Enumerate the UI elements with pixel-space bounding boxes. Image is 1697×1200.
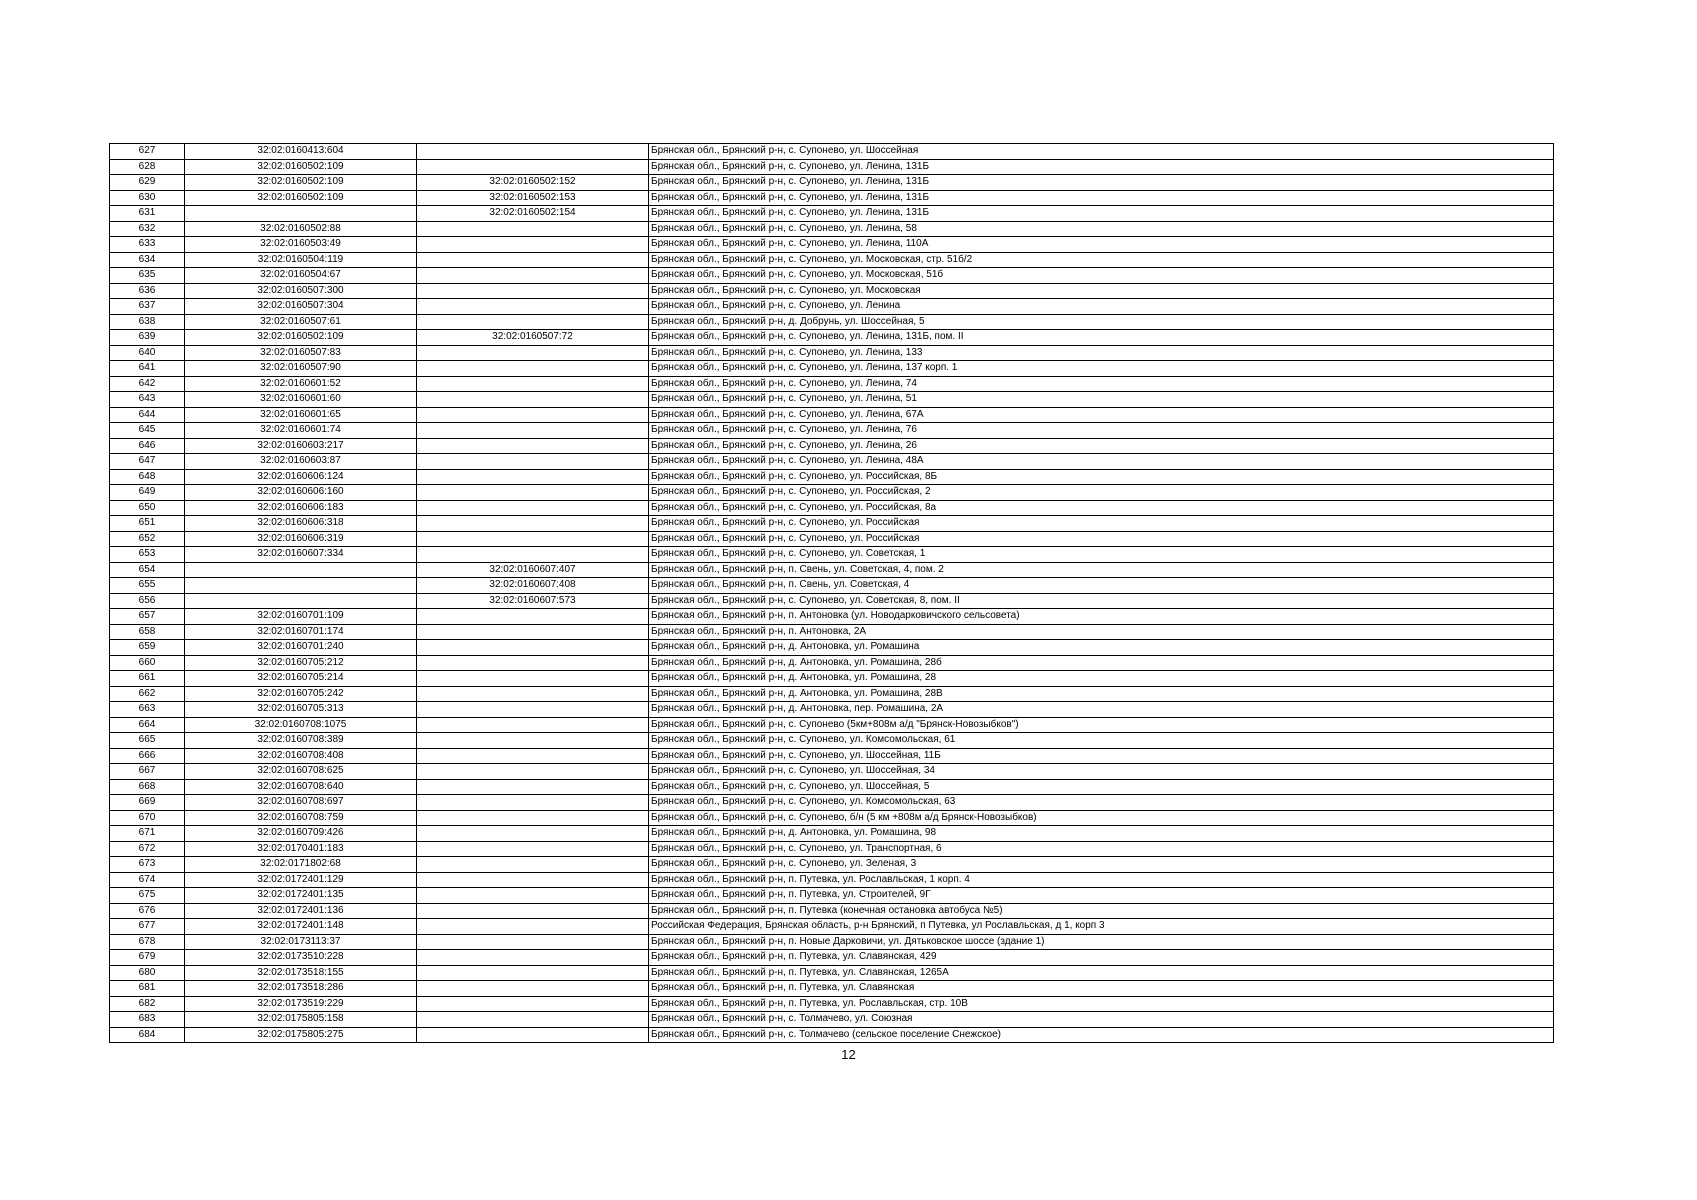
address-cell: Брянская обл., Брянский р-н, с. Супонево, ул. Ленина, 58 (649, 221, 1554, 237)
cadastral-number-cell: 32:02:0172401:135 (185, 888, 417, 904)
row-number-cell: 655 (110, 578, 185, 594)
address-cell: Брянская обл., Брянский р-н, с. Супонево, ул. Ленина, 51 (649, 392, 1554, 408)
cadastral-number-secondary-cell (417, 516, 649, 532)
cadastral-number-cell (185, 206, 417, 222)
address-cell: Брянская обл., Брянский р-н, с. Супонево, ул. Российская (649, 516, 1554, 532)
row-number-cell: 676 (110, 903, 185, 919)
row-number-cell: 646 (110, 438, 185, 454)
address-cell: Брянская обл., Брянский р-н, д. Добрунь, ул. Шоссейная, 5 (649, 314, 1554, 330)
row-number-cell: 660 (110, 655, 185, 671)
table-row (110, 810, 1554, 826)
cadastral-number-cell: 32:02:0175805:275 (185, 1027, 417, 1043)
address-cell: Брянская обл., Брянский р-н, п. Антоновка (ул. Новодарковичского сельсовета) (649, 609, 1554, 625)
address-cell: Брянская обл., Брянский р-н, с. Супонево, ул. Комсомольская, 61 (649, 733, 1554, 749)
cadastral-number-cell: 32:02:0160504:67 (185, 268, 417, 284)
table-row (110, 175, 1554, 191)
table-row (110, 702, 1554, 718)
row-number-cell: 652 (110, 531, 185, 547)
address-cell: Брянская обл., Брянский р-н, д. Антоновка, ул. Ромашина, 28б (649, 655, 1554, 671)
address-cell: Брянская обл., Брянский р-н, с. Супонево, ул. Ленина, 76 (649, 423, 1554, 439)
cadastral-number-secondary-cell (417, 1027, 649, 1043)
cadastral-number-secondary-cell (417, 671, 649, 687)
cadastral-number-secondary-cell (417, 454, 649, 470)
address-cell: Брянская обл., Брянский р-н, с. Толмачево (сельское поселение Снежское) (649, 1027, 1554, 1043)
cadastral-number-secondary-cell (417, 299, 649, 315)
cadastral-number-secondary-cell (417, 919, 649, 935)
table-row (110, 268, 1554, 284)
table-row (110, 609, 1554, 625)
address-cell: Брянская обл., Брянский р-н, п. Антоновка, 2А (649, 624, 1554, 640)
table-row (110, 237, 1554, 253)
cadastral-number-secondary-cell (417, 640, 649, 656)
table-row (110, 919, 1554, 935)
address-cell: Брянская обл., Брянский р-н, п. Свень, ул. Советская, 4 (649, 578, 1554, 594)
cadastral-number-cell: 32:02:0160502:109 (185, 175, 417, 191)
cadastral-number-secondary-cell (417, 1012, 649, 1028)
address-cell: Брянская обл., Брянский р-н, с. Супонево, ул. Ленина, 131Б (649, 190, 1554, 206)
table-row (110, 903, 1554, 919)
row-number-cell: 683 (110, 1012, 185, 1028)
address-cell: Брянская обл., Брянский р-н, с. Супонево, ул. Ленина, 110А (649, 237, 1554, 253)
cadastral-number-cell: 32:02:0160502:88 (185, 221, 417, 237)
cadastral-number-secondary-cell (417, 702, 649, 718)
address-cell: Брянская обл., Брянский р-н, п. Путевка, ул. Славянская, 429 (649, 950, 1554, 966)
row-number-cell: 636 (110, 283, 185, 299)
cadastral-number-secondary-cell (417, 609, 649, 625)
cadastral-number-secondary-cell (417, 500, 649, 516)
row-number-cell: 657 (110, 609, 185, 625)
cadastral-number-secondary-cell (417, 748, 649, 764)
table-row (110, 345, 1554, 361)
table-row (110, 454, 1554, 470)
cadastral-number-cell: 32:02:0160601:60 (185, 392, 417, 408)
address-cell: Брянская обл., Брянский р-н, с. Супонево, ул. Комсомольская, 63 (649, 795, 1554, 811)
cadastral-number-cell: 32:02:0160502:109 (185, 159, 417, 175)
address-cell: Брянская обл., Брянский р-н, с. Супонево, ул. Шоссейная (649, 144, 1554, 160)
cadastral-number-cell: 32:02:0160507:61 (185, 314, 417, 330)
table-row (110, 283, 1554, 299)
cadastral-number-secondary-cell (417, 795, 649, 811)
row-number-cell: 663 (110, 702, 185, 718)
table-row (110, 888, 1554, 904)
table-row (110, 407, 1554, 423)
row-number-cell: 640 (110, 345, 185, 361)
cadastral-number-cell: 32:02:0160507:83 (185, 345, 417, 361)
table-row (110, 562, 1554, 578)
cadastral-number-cell: 32:02:0160705:313 (185, 702, 417, 718)
cadastral-number-secondary-cell: 32:02:0160607:407 (417, 562, 649, 578)
cadastral-number-secondary-cell (417, 252, 649, 268)
table-row (110, 795, 1554, 811)
table-row (110, 361, 1554, 377)
address-cell: Брянская обл., Брянский р-н, с. Супонево, ул. Транспортная, 6 (649, 841, 1554, 857)
row-number-cell: 633 (110, 237, 185, 253)
row-number-cell: 681 (110, 981, 185, 997)
row-number-cell: 641 (110, 361, 185, 377)
row-number-cell: 644 (110, 407, 185, 423)
row-number-cell: 648 (110, 469, 185, 485)
row-number-cell: 684 (110, 1027, 185, 1043)
row-number-cell: 632 (110, 221, 185, 237)
cadastral-number-cell: 32:02:0172401:136 (185, 903, 417, 919)
cadastral-number-cell: 32:02:0160708:408 (185, 748, 417, 764)
registry-table (109, 143, 1554, 1043)
cadastral-number-cell: 32:02:0175805:158 (185, 1012, 417, 1028)
cadastral-number-cell: 32:02:0160606:318 (185, 516, 417, 532)
registry-table-body (110, 144, 1554, 1043)
row-number-cell: 675 (110, 888, 185, 904)
cadastral-number-secondary-cell (417, 810, 649, 826)
address-cell: Брянская обл., Брянский р-н, с. Супонево, ул. Московская (649, 283, 1554, 299)
cadastral-number-secondary-cell (417, 779, 649, 795)
cadastral-number-cell: 32:02:0160606:124 (185, 469, 417, 485)
table-row (110, 965, 1554, 981)
cadastral-number-cell: 32:02:0160502:109 (185, 330, 417, 346)
row-number-cell: 670 (110, 810, 185, 826)
table-row (110, 733, 1554, 749)
table-row (110, 314, 1554, 330)
address-cell: Брянская обл., Брянский р-н, с. Супонево, ул. Шоссейная, 34 (649, 764, 1554, 780)
cadastral-number-cell: 32:02:0160413:604 (185, 144, 417, 160)
row-number-cell: 654 (110, 562, 185, 578)
table-row (110, 872, 1554, 888)
row-number-cell: 672 (110, 841, 185, 857)
address-cell: Брянская обл., Брянский р-н, п. Путевка, ул. Рославльская, стр. 10В (649, 996, 1554, 1012)
table-row (110, 779, 1554, 795)
address-cell: Брянская обл., Брянский р-н, п. Путевка, ул. Рославльская, 1 корп. 4 (649, 872, 1554, 888)
cadastral-number-secondary-cell (417, 283, 649, 299)
address-cell: Брянская обл., Брянский р-н, п. Путевка, ул. Строителей, 9Г (649, 888, 1554, 904)
row-number-cell: 630 (110, 190, 185, 206)
address-cell: Брянская обл., Брянский р-н, с. Супонево, ул. Ленина (649, 299, 1554, 315)
cadastral-number-secondary-cell: 32:02:0160507:72 (417, 330, 649, 346)
address-cell: Брянская обл., Брянский р-н, с. Супонево, ул. Российская, 2 (649, 485, 1554, 501)
row-number-cell: 643 (110, 392, 185, 408)
address-cell: Брянская обл., Брянский р-н, с. Супонево, ул. Ленина, 48А (649, 454, 1554, 470)
address-cell: Брянская обл., Брянский р-н, д. Антоновка, пер. Ромашина, 2А (649, 702, 1554, 718)
address-cell: Брянская обл., Брянский р-н, с. Супонево, ул. Зеленая, 3 (649, 857, 1554, 873)
table-row (110, 996, 1554, 1012)
row-number-cell: 629 (110, 175, 185, 191)
table-row (110, 423, 1554, 439)
table-row (110, 206, 1554, 222)
cadastral-number-cell: 32:02:0160507:90 (185, 361, 417, 377)
table-row (110, 578, 1554, 594)
address-cell: Брянская обл., Брянский р-н, с. Супонево, ул. Ленина, 26 (649, 438, 1554, 454)
cadastral-number-secondary-cell (417, 717, 649, 733)
cadastral-number-secondary-cell: 32:02:0160607:408 (417, 578, 649, 594)
row-number-cell: 673 (110, 857, 185, 873)
row-number-cell: 661 (110, 671, 185, 687)
row-number-cell: 627 (110, 144, 185, 160)
table-row (110, 717, 1554, 733)
cadastral-number-cell: 32:02:0160709:426 (185, 826, 417, 842)
row-number-cell: 658 (110, 624, 185, 640)
row-number-cell: 650 (110, 500, 185, 516)
row-number-cell: 666 (110, 748, 185, 764)
cadastral-number-cell (185, 593, 417, 609)
cadastral-number-secondary-cell (417, 965, 649, 981)
table-row (110, 671, 1554, 687)
cadastral-number-secondary-cell (417, 841, 649, 857)
row-number-cell: 628 (110, 159, 185, 175)
cadastral-number-cell: 32:02:0160701:240 (185, 640, 417, 656)
table-row (110, 640, 1554, 656)
cadastral-number-secondary-cell (417, 764, 649, 780)
cadastral-number-secondary-cell: 32:02:0160502:153 (417, 190, 649, 206)
cadastral-number-secondary-cell (417, 655, 649, 671)
table-row (110, 500, 1554, 516)
cadastral-number-secondary-cell (417, 407, 649, 423)
cadastral-number-cell: 32:02:0160607:334 (185, 547, 417, 563)
address-cell: Брянская обл., Брянский р-н, с. Супонево (5км+808м а/д "Брянск-Новозыбков") (649, 717, 1554, 733)
cadastral-number-cell: 32:02:0160603:217 (185, 438, 417, 454)
table-row (110, 485, 1554, 501)
cadastral-number-cell: 32:02:0173113:37 (185, 934, 417, 950)
cadastral-number-cell: 32:02:0160705:242 (185, 686, 417, 702)
row-number-cell: 668 (110, 779, 185, 795)
row-number-cell: 674 (110, 872, 185, 888)
cadastral-number-secondary-cell (417, 392, 649, 408)
address-cell: Брянская обл., Брянский р-н, с. Супонево, ул. Советская, 1 (649, 547, 1554, 563)
address-cell: Брянская обл., Брянский р-н, с. Супонево, ул. Шоссейная, 5 (649, 779, 1554, 795)
table-row (110, 531, 1554, 547)
address-cell: Брянская обл., Брянский р-н, п. Свень, ул. Советская, 4, пом. 2 (649, 562, 1554, 578)
cadastral-number-cell: 32:02:0160708:389 (185, 733, 417, 749)
table-row (110, 857, 1554, 873)
table-row (110, 299, 1554, 315)
cadastral-number-cell: 32:02:0173518:155 (185, 965, 417, 981)
cadastral-number-cell: 32:02:0173519:229 (185, 996, 417, 1012)
cadastral-number-secondary-cell (417, 159, 649, 175)
table-row (110, 1012, 1554, 1028)
cadastral-number-secondary-cell (417, 361, 649, 377)
address-cell: Брянская обл., Брянский р-н, с. Супонево, ул. Ленина, 74 (649, 376, 1554, 392)
cadastral-number-cell: 32:02:0160705:214 (185, 671, 417, 687)
cadastral-number-cell: 32:02:0160701:109 (185, 609, 417, 625)
cadastral-number-secondary-cell (417, 981, 649, 997)
address-cell: Брянская обл., Брянский р-н, д. Антоновка, ул. Ромашина, 28 (649, 671, 1554, 687)
cadastral-number-secondary-cell (417, 423, 649, 439)
cadastral-number-cell (185, 578, 417, 594)
cadastral-number-secondary-cell (417, 857, 649, 873)
address-cell: Брянская обл., Брянский р-н, с. Супонево, б/н (5 км +808м а/д Брянск-Новозыбков) (649, 810, 1554, 826)
cadastral-number-secondary-cell (417, 686, 649, 702)
cadastral-number-secondary-cell (417, 268, 649, 284)
cadastral-number-cell: 32:02:0160507:304 (185, 299, 417, 315)
cadastral-number-cell: 32:02:0172401:129 (185, 872, 417, 888)
cadastral-number-secondary-cell (417, 872, 649, 888)
address-cell: Брянская обл., Брянский р-н, с. Супонево, ул. Ленина, 137 корп. 1 (649, 361, 1554, 377)
address-cell: Брянская обл., Брянский р-н, с. Супонево, ул. Российская (649, 531, 1554, 547)
cadastral-number-cell: 32:02:0160601:52 (185, 376, 417, 392)
table-row (110, 190, 1554, 206)
cadastral-number-cell: 32:02:0160708:640 (185, 779, 417, 795)
address-cell: Брянская обл., Брянский р-н, п. Новые Дарковичи, ул. Дятьковское шоссе (здание 1) (649, 934, 1554, 950)
cadastral-number-cell: 32:02:0160708:1075 (185, 717, 417, 733)
cadastral-number-cell: 32:02:0160708:759 (185, 810, 417, 826)
table-row (110, 376, 1554, 392)
row-number-cell: 647 (110, 454, 185, 470)
cadastral-number-cell: 32:02:0171802:68 (185, 857, 417, 873)
address-cell: Брянская обл., Брянский р-н, с. Супонево, ул. Ленина, 133 (649, 345, 1554, 361)
table-row (110, 950, 1554, 966)
cadastral-number-cell: 32:02:0160708:625 (185, 764, 417, 780)
cadastral-number-secondary-cell (417, 438, 649, 454)
table-row (110, 655, 1554, 671)
row-number-cell: 667 (110, 764, 185, 780)
table-row (110, 624, 1554, 640)
row-number-cell: 662 (110, 686, 185, 702)
cadastral-number-secondary-cell: 32:02:0160607:573 (417, 593, 649, 609)
row-number-cell: 637 (110, 299, 185, 315)
cadastral-number-cell: 32:02:0160502:109 (185, 190, 417, 206)
row-number-cell: 664 (110, 717, 185, 733)
cadastral-number-cell: 32:02:0160701:174 (185, 624, 417, 640)
row-number-cell: 653 (110, 547, 185, 563)
cadastral-number-secondary-cell (417, 733, 649, 749)
cadastral-number-secondary-cell (417, 624, 649, 640)
row-number-cell: 639 (110, 330, 185, 346)
table-row (110, 1027, 1554, 1043)
row-number-cell: 665 (110, 733, 185, 749)
address-cell: Брянская обл., Брянский р-н, с. Супонево, ул. Советская, 8, пом. II (649, 593, 1554, 609)
row-number-cell: 682 (110, 996, 185, 1012)
row-number-cell: 678 (110, 934, 185, 950)
table-row (110, 469, 1554, 485)
table-row (110, 392, 1554, 408)
table-row (110, 981, 1554, 997)
row-number-cell: 634 (110, 252, 185, 268)
cadastral-number-secondary-cell (417, 469, 649, 485)
table-row (110, 221, 1554, 237)
row-number-cell: 679 (110, 950, 185, 966)
cadastral-number-secondary-cell (417, 237, 649, 253)
cadastral-number-secondary-cell (417, 826, 649, 842)
table-row (110, 516, 1554, 532)
row-number-cell: 645 (110, 423, 185, 439)
address-cell: Брянская обл., Брянский р-н, с. Супонево, ул. Шоссейная, 11Б (649, 748, 1554, 764)
address-cell: Брянская обл., Брянский р-н, д. Антоновка, ул. Ромашина, 98 (649, 826, 1554, 842)
cadastral-number-secondary-cell (417, 345, 649, 361)
cadastral-number-cell (185, 562, 417, 578)
table-row (110, 934, 1554, 950)
cadastral-number-secondary-cell (417, 903, 649, 919)
cadastral-number-cell: 32:02:0160601:74 (185, 423, 417, 439)
table-row (110, 330, 1554, 346)
table-row (110, 144, 1554, 160)
cadastral-number-cell: 32:02:0160503:49 (185, 237, 417, 253)
row-number-cell: 656 (110, 593, 185, 609)
address-cell: Брянская обл., Брянский р-н, д. Антоновка, ул. Ромашина, 28В (649, 686, 1554, 702)
row-number-cell: 649 (110, 485, 185, 501)
row-number-cell: 651 (110, 516, 185, 532)
cadastral-number-secondary-cell: 32:02:0160502:154 (417, 206, 649, 222)
table-row (110, 841, 1554, 857)
table-row (110, 547, 1554, 563)
table-row (110, 686, 1554, 702)
address-cell: Брянская обл., Брянский р-н, с. Супонево, ул. Российская, 8а (649, 500, 1554, 516)
row-number-cell: 669 (110, 795, 185, 811)
row-number-cell: 638 (110, 314, 185, 330)
cadastral-number-secondary-cell (417, 547, 649, 563)
row-number-cell: 671 (110, 826, 185, 842)
cadastral-number-cell: 32:02:0170401:183 (185, 841, 417, 857)
page-number: 12 (841, 1047, 856, 1062)
cadastral-number-secondary-cell (417, 221, 649, 237)
table-row (110, 159, 1554, 175)
cadastral-number-secondary-cell (417, 144, 649, 160)
table-row (110, 764, 1554, 780)
row-number-cell: 631 (110, 206, 185, 222)
cadastral-number-secondary-cell (417, 376, 649, 392)
table-row (110, 826, 1554, 842)
cadastral-number-secondary-cell: 32:02:0160502:152 (417, 175, 649, 191)
address-cell: Брянская обл., Брянский р-н, с. Толмачево, ул. Союзная (649, 1012, 1554, 1028)
cadastral-number-cell: 32:02:0160606:183 (185, 500, 417, 516)
address-cell: Брянская обл., Брянский р-н, с. Супонево, ул. Московская, стр. 51б/2 (649, 252, 1554, 268)
cadastral-number-cell: 32:02:0160507:300 (185, 283, 417, 299)
address-cell: Брянская обл., Брянский р-н, с. Супонево, ул. Ленина, 131Б, пом. II (649, 330, 1554, 346)
table-row (110, 748, 1554, 764)
address-cell: Брянская обл., Брянский р-н, д. Антоновка, ул. Ромашина (649, 640, 1554, 656)
address-cell: Брянская обл., Брянский р-н, с. Супонево, ул. Ленина, 67А (649, 407, 1554, 423)
row-number-cell: 659 (110, 640, 185, 656)
cadastral-number-cell: 32:02:0160504:119 (185, 252, 417, 268)
cadastral-number-secondary-cell (417, 950, 649, 966)
table-row (110, 252, 1554, 268)
cadastral-number-cell: 32:02:0172401:148 (185, 919, 417, 935)
cadastral-number-secondary-cell (417, 888, 649, 904)
cadastral-number-cell: 32:02:0160603:87 (185, 454, 417, 470)
cadastral-number-secondary-cell (417, 996, 649, 1012)
cadastral-number-cell: 32:02:0160705:212 (185, 655, 417, 671)
address-cell: Брянская обл., Брянский р-н, п. Путевка (конечная остановка автобуса №5) (649, 903, 1554, 919)
row-number-cell: 642 (110, 376, 185, 392)
cadastral-number-cell: 32:02:0160601:65 (185, 407, 417, 423)
address-cell: Брянская обл., Брянский р-н, с. Супонево, ул. Российская, 8Б (649, 469, 1554, 485)
row-number-cell: 635 (110, 268, 185, 284)
cadastral-number-secondary-cell (417, 485, 649, 501)
cadastral-number-cell: 32:02:0173510:228 (185, 950, 417, 966)
address-cell: Брянская обл., Брянский р-н, с. Супонево, ул. Ленина, 131Б (649, 175, 1554, 191)
cadastral-number-cell: 32:02:0160606:319 (185, 531, 417, 547)
cadastral-number-cell: 32:02:0160606:160 (185, 485, 417, 501)
cadastral-number-cell: 32:02:0173518:286 (185, 981, 417, 997)
address-cell: Брянская обл., Брянский р-н, п. Путевка, ул. Славянская, 1265А (649, 965, 1554, 981)
address-cell: Брянская обл., Брянский р-н, с. Супонево, ул. Ленина, 131Б (649, 159, 1554, 175)
table-row (110, 593, 1554, 609)
address-cell: Российская Федерация, Брянская область, р-н Брянский, п Путевка, ул Рославльская, д 1, корп 3 (649, 919, 1554, 935)
cadastral-number-secondary-cell (417, 314, 649, 330)
address-cell: Брянская обл., Брянский р-н, с. Супонево, ул. Ленина, 131Б (649, 206, 1554, 222)
row-number-cell: 680 (110, 965, 185, 981)
cadastral-number-secondary-cell (417, 934, 649, 950)
row-number-cell: 677 (110, 919, 185, 935)
cadastral-number-cell: 32:02:0160708:697 (185, 795, 417, 811)
address-cell: Брянская обл., Брянский р-н, с. Супонево, ул. Московская, 51б (649, 268, 1554, 284)
address-cell: Брянская обл., Брянский р-н, п. Путевка, ул. Славянская (649, 981, 1554, 997)
cadastral-number-secondary-cell (417, 531, 649, 547)
table-row (110, 438, 1554, 454)
